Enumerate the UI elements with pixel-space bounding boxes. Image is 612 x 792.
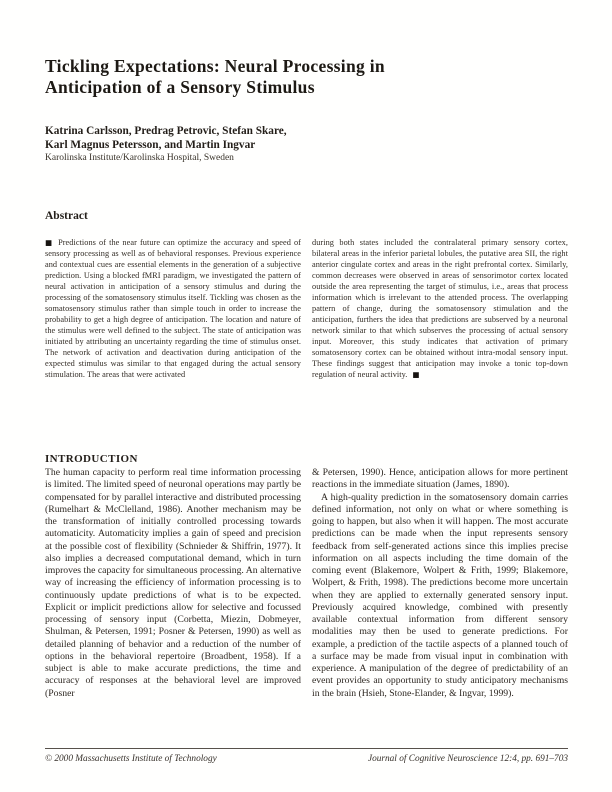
abstract-column-right [312,237,568,380]
introduction-heading: INTRODUCTION [45,453,138,465]
title-line-2: Anticipation of a Sensory Stimulus [45,77,315,97]
introduction-columns [45,467,568,700]
author-line-1: Katrina Carlsson, Predrag Petrovic, Stefan Skare, [45,125,287,137]
title-line-1: Tickling Expectations: Neural Processing in [45,56,385,76]
paper-title [45,56,550,98]
abstract-start-marker: ■ [45,238,54,247]
abstract-columns [45,237,568,380]
copyright-notice: © 2000 Massachusetts Institute of Technology [45,754,217,764]
introduction-right-paragraph-1: & Petersen, 1990). Hence, anticipation allows for more pertinent reactions in the immediate situation (James, 1890). [312,467,568,491]
abstract-right-text: during both states included the contralateral primary sensory cortex, bilateral areas in the inferior parietal lobules, the putative area SII, the right anterior cingulate cortex and areas in the right prefrontal cortex. Similarly, common decreases were observed in areas of sensorimotor cortex located outside the area representing the target of stimulus, i.e., areas that process information which is irrelevant to the attended process. The overlapping pattern of change, during the somatosensory stimulation and the anticipation, furthers the idea that predictions are subserved by a neuronal network similar to that which subserves the processing of actual sensory input. Moreover, this study indicates that activation of primary somatosensory cortex can be obtained without intra-modal sensory input. These findings suggest that anticipation may invoke a tonic top-down regulation of neural activity. [312,238,568,379]
abstract-left-text: Predictions of the near future can optimize the accuracy and speed of sensory processing as well as of behavioral responses. Previous experience and contextual cues are essential elements in the generation of a subjective prediction. Using a blocked fMRI paradigm, we investigated the pattern of neural activation in anticipation of a sensory stimulus and during the processing of the somatosensory stimulus itself. Tickling was chosen as the somatosensory stimulus rather than simple touch in order to increase the probability to get a high degree of anticipation. The location and nature of the stimulus were well defined to the subject. The state of anticipation was initiated by attributing an uncertainty regarding the time of stimulus onset. The network of activation and deactivation during anticipation of the expected stimulus was similar to that engaged during the actual sensory stimulation. The areas that were activated [45,238,302,379]
abstract-column-left [45,237,301,380]
journal-citation: Journal of Cognitive Neuroscience 12:4, pp. 691–703 [367,754,568,764]
author-line-2: Karl Magnus Petersson, and Martin Ingvar [45,138,256,151]
author-list [45,125,465,152]
affiliation: Karolinska Institute/Karolinska Hospital, Sweden [45,153,234,163]
introduction-column-left [45,467,301,700]
introduction-column-right [312,467,568,700]
footer-divider [45,748,568,749]
introduction-left-paragraph: The human capacity to perform real time information processing is limited. The limited speed of neuronal operations may partly be compensated for by parallel interactive and distributed processing (Rumelhart & McClelland, 1986). Another mechanism may be the transformation of initially controlled processing towards automaticity. Automaticity implies a gain of speed and precision at the possible cost of flexibility (Schnieder & Shiffrin, 1977). It also implies a decreased computational demand, which in turn improves the capacity for simultaneous processing. An alternative way of increasing the efficiency of information processing is to continuously update predictions of what is to be expected. Explicit or implicit predictions allow for selective and focussed processing of sensory input (Corbetta, Miezin, Dobmeyer, Shulman, & Petersen, 1991; Posner & Petersen, 1990) as well as detailed planning of behavior and a reduction of the number of options in the behavioral repertoire (Broadbent, 1958). If a subject is able to make accurate predictions, the time and accuracy of responses at the behavioral level are improved (Posner [45,467,301,699]
introduction-right-paragraph-2: A high-quality prediction in the somatosensory domain carries defined information, not only on what or where something is going to happen, but also when it will happen. The most accurate predictions can be made when the input represents sensory feedback from self-generated actions since this implies precise information on all aspects including the time domain of the coming event (Blakemore, Wolpert & Frith, 1999; Blakemore, Wolpert, & Frith, 1998). The predictions become more uncertain when they are applied to externally generated sensory input. Previously acquired knowledge, combined with presently available contextual information from different sensory modalities may then be used to generate predictions. For example, a prediction of the tactile aspects of a planned touch of a surface may be made from visual input in combination with experience. A manipulation of the degree of predictability of an event provides an opportunity to study anticipatory mechanisms in the brain (Hsieh, Stone-Elander, & Ingvar, 1999). [312,491,568,699]
abstract-end-marker: ■ [412,370,420,379]
abstract-heading: Abstract [45,210,88,222]
page-footer [45,754,568,764]
